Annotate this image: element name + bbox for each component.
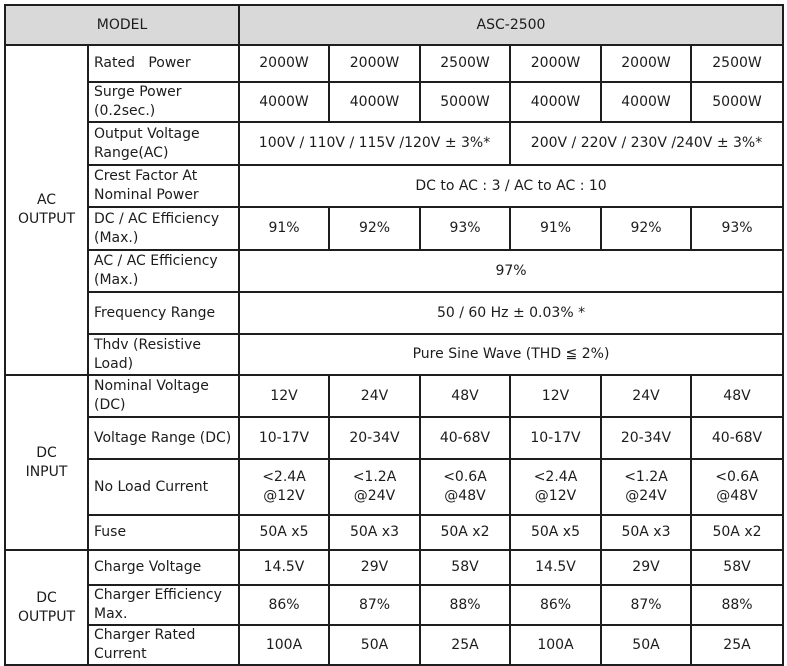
table-cell: 4000W — [510, 82, 601, 122]
table-cell: 12V — [510, 375, 601, 417]
table-cell: 14.5V — [239, 550, 329, 585]
table-cell: 2000W — [239, 45, 329, 82]
table-cell: 58V — [691, 550, 783, 585]
table-cell: 2500W — [691, 45, 783, 82]
table-cell: 97% — [239, 250, 783, 292]
table-cell: 50A — [329, 625, 420, 665]
table-cell: 50 / 60 Hz ± 0.03% * — [239, 292, 783, 334]
table-cell: 92% — [601, 207, 691, 250]
table-cell: 100A — [239, 625, 329, 665]
param-label-line: DC / AC Efficiency — [94, 210, 220, 227]
table-cell: 25A — [691, 625, 783, 665]
table-cell: 58V — [420, 550, 510, 585]
table-cell: 50A x3 — [329, 515, 420, 550]
table-cell: 50A x2 — [691, 515, 783, 550]
table-cell: 86% — [510, 585, 601, 625]
cell-line: <2.4A — [533, 469, 578, 485]
table-row — [5, 45, 783, 82]
table-cell — [601, 459, 691, 515]
cell-line: @24V — [353, 488, 396, 504]
table-row — [5, 375, 783, 417]
table-cell: 88% — [691, 585, 783, 625]
table-row — [5, 550, 783, 585]
table-cell: 2000W — [329, 45, 420, 82]
param-label-line: Current — [94, 646, 147, 662]
table-cell: 93% — [420, 207, 510, 250]
table-row — [5, 122, 783, 165]
param-surge-power: Surge Power (0.2sec.) — [88, 82, 239, 122]
table-row — [5, 207, 783, 250]
cell-line: <1.2A — [352, 469, 397, 485]
cell-line: @24V — [625, 488, 667, 504]
param-dc-ac-efficiency — [88, 207, 239, 250]
cell-line: @48V — [444, 488, 486, 504]
table-cell: 4000W — [601, 82, 691, 122]
table-cell: 10-17V — [510, 417, 601, 459]
table-cell: 40-68V — [420, 417, 510, 459]
table-cell: 91% — [510, 207, 601, 250]
param-label-line: Crest Factor At — [94, 168, 198, 184]
table-row — [5, 292, 783, 334]
table-cell: 24V — [601, 375, 691, 417]
table-cell: 48V — [691, 375, 783, 417]
table-row — [5, 82, 783, 122]
table-cell: 5000W — [691, 82, 783, 122]
spec-table — [4, 4, 784, 666]
table-row — [5, 585, 783, 625]
param-label-line: AC / AC Efficiency — [94, 253, 218, 269]
cell-line: @48V — [716, 488, 758, 504]
table-cell: 10-17V — [239, 417, 329, 459]
group-label: OUTPUT — [17, 608, 76, 625]
table-cell: 40-68V — [691, 417, 783, 459]
table-cell — [239, 459, 329, 515]
param-label-line: Charger Efficiency — [94, 587, 222, 603]
table-cell: 50A — [601, 625, 691, 665]
param-frequency-range: Frequency Range — [88, 292, 239, 334]
table-cell: 20-34V — [601, 417, 691, 459]
table-cell: 87% — [601, 585, 691, 625]
table-cell: 12V — [239, 375, 329, 417]
table-cell: 20-34V — [329, 417, 420, 459]
param-no-load-current: No Load Current — [88, 459, 239, 515]
table-row — [5, 250, 783, 292]
table-row — [5, 165, 783, 207]
param-crest-factor — [88, 165, 239, 207]
param-label-line: Range(AC) — [94, 144, 169, 161]
group-dc-output — [5, 550, 88, 665]
param-label-line: Nominal Power — [94, 187, 199, 203]
table-row — [5, 625, 783, 665]
group-label: OUTPUT — [17, 211, 76, 227]
table-cell: DC to AC : 3 / AC to AC : 10 — [239, 165, 783, 207]
param-label-line: Max. — [94, 606, 128, 622]
table-cell: 24V — [329, 375, 420, 417]
table-cell: 2000W — [510, 45, 601, 82]
table-cell: 88% — [420, 585, 510, 625]
table-cell: 200V / 220V / 230V /240V ± 3%* — [510, 122, 783, 165]
table-row — [5, 417, 783, 459]
table-cell: 29V — [329, 550, 420, 585]
group-dc-input — [5, 375, 88, 550]
table-cell: 25A — [420, 625, 510, 665]
table-cell: 50A x5 — [239, 515, 329, 550]
table-cell: 50A x2 — [420, 515, 510, 550]
cell-line: @12V — [534, 488, 577, 504]
group-label: DC — [36, 444, 57, 461]
table-cell: 86% — [239, 585, 329, 625]
table-cell — [329, 459, 420, 515]
group-label: INPUT — [25, 463, 68, 480]
param-charger-rated-current — [88, 625, 239, 665]
cell-line: @12V — [263, 488, 305, 504]
cell-line: <1.2A — [624, 469, 668, 485]
table-cell: 100A — [510, 625, 601, 665]
table-cell: Pure Sine Wave (THD ≦ 2%) — [239, 334, 783, 375]
table-cell — [510, 459, 601, 515]
table-cell: 5000W — [420, 82, 510, 122]
cell-line: <0.6A — [443, 469, 487, 485]
group-ac-output — [5, 45, 88, 375]
table-cell: 4000W — [239, 82, 329, 122]
param-charge-voltage: Charge Voltage — [88, 550, 239, 585]
header-row — [5, 5, 783, 45]
table-cell: 2500W — [420, 45, 510, 82]
table-cell: 48V — [420, 375, 510, 417]
model-label: MODEL — [5, 5, 239, 45]
table-cell: 50A x3 — [601, 515, 691, 550]
table-cell: 100V / 110V / 115V /120V ± 3%* — [239, 122, 510, 165]
param-nominal-voltage: Nominal Voltage (DC) — [88, 375, 239, 417]
table-cell — [691, 459, 783, 515]
cell-line: <0.6A — [715, 469, 759, 485]
group-label: DC — [36, 589, 57, 606]
group-label: AC — [36, 192, 57, 208]
table-cell: 14.5V — [510, 550, 601, 585]
param-charger-efficiency — [88, 585, 239, 625]
table-cell: 91% — [239, 207, 329, 250]
cell-line: <2.4A — [262, 469, 306, 485]
table-cell: 29V — [601, 550, 691, 585]
table-row — [5, 515, 783, 550]
model-value: ASC-2500 — [239, 5, 783, 45]
table-cell: 2000W — [601, 45, 691, 82]
param-label-line: (Max.) — [94, 272, 139, 288]
param-thdv: Thdv (Resistive Load) — [88, 334, 239, 375]
param-label-line: Output Voltage — [94, 125, 200, 142]
param-rated-power: Rated Power — [88, 45, 239, 82]
param-fuse: Fuse — [88, 515, 239, 550]
table-row — [5, 459, 783, 515]
table-cell: 92% — [329, 207, 420, 250]
param-label-line: (Max.) — [94, 229, 139, 246]
param-label-line: Charger Rated — [94, 627, 196, 643]
param-ac-ac-efficiency — [88, 250, 239, 292]
param-voltage-range: Voltage Range (DC) — [88, 417, 239, 459]
table-cell — [420, 459, 510, 515]
param-output-voltage — [88, 122, 239, 165]
table-cell: 4000W — [329, 82, 420, 122]
table-cell: 87% — [329, 585, 420, 625]
table-cell: 50A x5 — [510, 515, 601, 550]
table-cell: 93% — [691, 207, 783, 250]
table-row — [5, 334, 783, 375]
